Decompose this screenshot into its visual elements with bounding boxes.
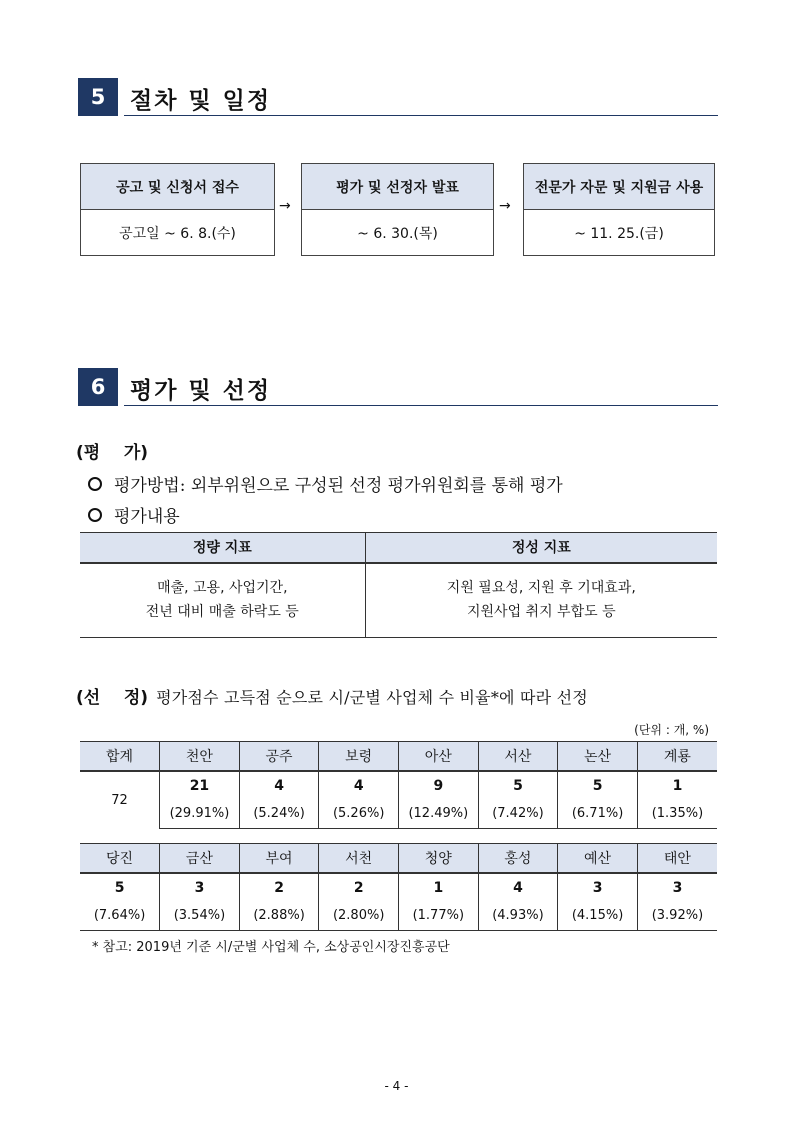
arrow-icon: → xyxy=(279,198,291,214)
region-count: 4 xyxy=(478,873,558,902)
region-count: 9 xyxy=(399,771,479,800)
cell-line: 전년 대비 매출 하락도 등 xyxy=(145,604,299,621)
step-title: 공고 및 신청서 접수 xyxy=(81,164,274,210)
region-header: 부여 xyxy=(239,844,319,873)
select-text: 평가점수 고득점 순으로 시/군별 사업체 수 비율*에 따라 선정 xyxy=(156,688,588,707)
cell-line: 지원 필요성, 지원 후 기대효과, xyxy=(446,580,636,597)
region-header: 논산 xyxy=(558,742,638,771)
page-number: - 4 - xyxy=(384,1079,409,1093)
region-header: 천안 xyxy=(160,742,240,771)
region-count: 5 xyxy=(114,879,125,896)
arrow-icon: → xyxy=(499,198,511,214)
region-count: 5 xyxy=(478,771,558,800)
table-cell xyxy=(80,563,365,638)
region-header: 홍성 xyxy=(478,844,558,873)
step-title: 전문가 자문 및 지원금 사용 xyxy=(524,164,714,210)
region-percent: (4.93%) xyxy=(478,902,558,931)
section-5-header xyxy=(78,78,718,118)
step-title: 평가 및 선정자 발표 xyxy=(302,164,493,210)
region-count: 4 xyxy=(319,771,399,800)
region-count: 2 xyxy=(319,873,399,902)
region-percent: (3.92%) xyxy=(637,902,717,931)
step-box-3 xyxy=(523,163,715,256)
region-table-1 xyxy=(80,741,717,829)
table-header: 정성 지표 xyxy=(365,533,717,563)
region-count: 5 xyxy=(558,771,638,800)
region-percent: (29.91%) xyxy=(160,800,240,829)
region-header: 서천 xyxy=(319,844,399,873)
select-label: (선 정) xyxy=(76,688,149,708)
region-header: 예산 xyxy=(558,844,638,873)
region-percent: (2.88%) xyxy=(239,902,319,931)
step-date: 공고일 ~ 6. 8.(수) xyxy=(119,225,236,242)
region-count: 2 xyxy=(239,873,319,902)
step-date: ~ 6. 30.(목) xyxy=(357,225,438,242)
region-header: 금산 xyxy=(160,844,240,873)
section-divider xyxy=(124,405,718,406)
region-count: 1 xyxy=(637,771,717,800)
region-count: 3 xyxy=(160,873,240,902)
step-box-2 xyxy=(301,163,494,256)
bullet-item xyxy=(88,502,180,527)
region-percent: (6.71%) xyxy=(558,800,638,829)
table-cell xyxy=(365,563,717,638)
region-count: 4 xyxy=(239,771,319,800)
region-header: 태안 xyxy=(637,844,717,873)
region-percent: (2.80%) xyxy=(319,902,399,931)
section-number: 5 xyxy=(78,78,118,116)
selection-line xyxy=(76,683,721,708)
region-table-2 xyxy=(80,843,717,931)
eval-criteria-table xyxy=(80,532,717,638)
section-6-header xyxy=(78,368,718,408)
region-percent: (5.24%) xyxy=(239,800,319,829)
region-header: 당진 xyxy=(80,844,160,873)
region-count: 1 xyxy=(399,873,479,902)
region-header: 공주 xyxy=(239,742,319,771)
region-header: 청양 xyxy=(399,844,479,873)
section-number: 6 xyxy=(78,368,118,406)
circle-bullet-icon xyxy=(88,508,102,522)
cell-line: 매출, 고용, 사업기간, xyxy=(157,580,288,597)
region-percent: (3.54%) xyxy=(160,902,240,931)
region-percent: (7.42%) xyxy=(478,800,558,829)
bullet-text: 평가방법: 외부위원으로 구성된 선정 평가위원회를 통해 평가 xyxy=(114,476,563,496)
region-count: 3 xyxy=(558,873,638,902)
step-date: ~ 11. 25.(금) xyxy=(574,225,664,242)
region-percent: (7.64%) xyxy=(80,902,160,931)
bullet-text: 평가내용 xyxy=(114,507,180,527)
cell-line: 지원사업 취지 부합도 등 xyxy=(467,604,616,621)
unit-label: (단위 : 개, %) xyxy=(634,723,709,737)
region-count: 21 xyxy=(160,771,240,800)
region-percent: (12.49%) xyxy=(399,800,479,829)
section-divider xyxy=(124,115,718,116)
section-title: 평가 및 선정 xyxy=(130,378,272,404)
region-header: 아산 xyxy=(399,742,479,771)
step-box-1 xyxy=(80,163,275,256)
table-header: 정량 지표 xyxy=(80,533,365,563)
footnote: * 참고: 2019년 기준 시/군별 사업체 수, 소상공인시장진흥공단 xyxy=(92,940,450,955)
region-count: 3 xyxy=(637,873,717,902)
total-value: 72 xyxy=(80,771,160,829)
region-header: 서산 xyxy=(478,742,558,771)
region-header: 계룡 xyxy=(637,742,717,771)
region-percent: (1.77%) xyxy=(399,902,479,931)
region-percent: (1.35%) xyxy=(637,800,717,829)
bullet-item xyxy=(88,471,563,496)
region-header: 보령 xyxy=(319,742,399,771)
region-percent: (5.26%) xyxy=(319,800,399,829)
circle-bullet-icon xyxy=(88,477,102,491)
table-header: 합계 xyxy=(80,742,160,771)
eval-label: (평 가) xyxy=(76,443,149,463)
region-percent: (4.15%) xyxy=(558,902,638,931)
section-title: 절차 및 일정 xyxy=(130,88,272,114)
